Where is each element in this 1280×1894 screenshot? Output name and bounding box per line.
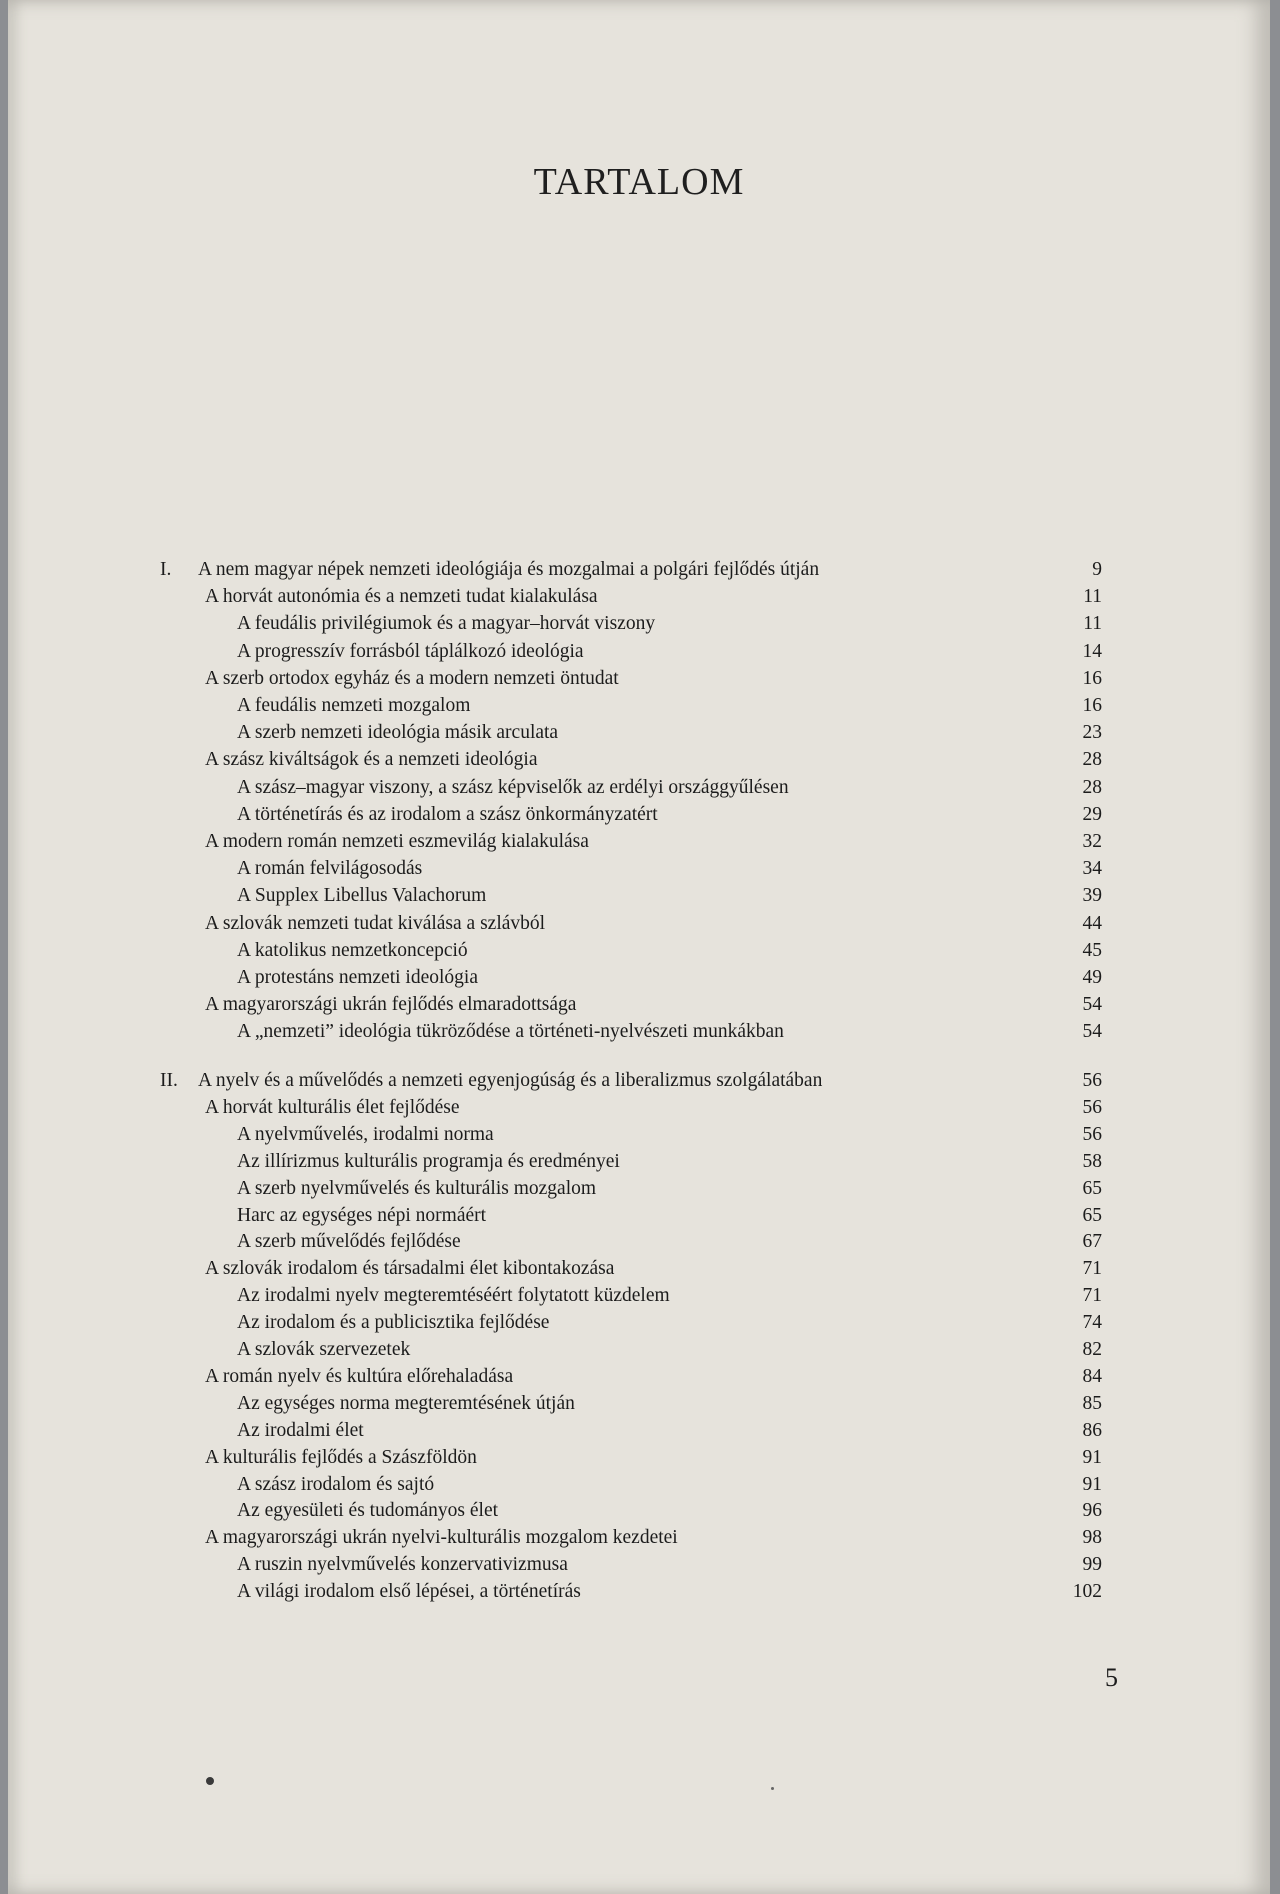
toc-entry-title: A progresszív forrásból táplálkozó ideológia [237, 640, 584, 662]
toc-page-number: 9 [1092, 559, 1102, 580]
toc-entry-title: A szlovák nemzeti tudat kiválása a szlávból [205, 912, 546, 934]
toc-entry-title: Az egységes norma megteremtésének útján [237, 1392, 575, 1414]
toc-entry-title: Az egyesületi és tudományos élet [237, 1500, 499, 1522]
toc-entry-title: A román nyelv és kultúra előrehaladása [205, 1365, 514, 1387]
toc-entry-title: A Supplex Libellus Valachorum [237, 885, 487, 907]
toc-page-number: 16 [1082, 667, 1102, 689]
toc-page-number: 34 [1082, 858, 1102, 880]
toc-page-number: 14 [1082, 640, 1102, 662]
toc-page-number: 28 [1082, 749, 1102, 771]
toc-entry-title: Az irodalom és a publicisztika fejlődése [237, 1312, 550, 1334]
toc-part-numeral: I. [160, 559, 172, 580]
toc-entry-title: A nem magyar népek nemzeti ideológiája és mozgalmai a polgári fejlődés útján [198, 559, 820, 580]
toc-page-number: 44 [1082, 912, 1102, 934]
toc-page-number: 91 [1082, 1446, 1102, 1468]
toc-page-number: 82 [1082, 1339, 1102, 1360]
toc-page-number: 84 [1082, 1365, 1102, 1387]
book-page [8, 0, 1270, 1894]
toc-entry-title: A modern román nemzeti eszmevilág kialakulása [205, 831, 589, 852]
toc-page-number: 23 [1082, 722, 1102, 744]
toc-entry-title: A horvát autonómia és a nemzeti tudat kialakulása [205, 586, 598, 608]
toc-page-number: 65 [1082, 1204, 1102, 1226]
toc-entry-title: A szász irodalom és sajtó [237, 1473, 435, 1495]
toc-page-number: 71 [1082, 1285, 1102, 1307]
toc-page-number: 96 [1082, 1500, 1102, 1522]
toc-page-number: 74 [1082, 1312, 1102, 1334]
toc-entry-title: A horvát kulturális élet fejlődése [205, 1096, 460, 1118]
toc-entry-title: A magyarországi ukrán fejlődés elmaradottsága [205, 994, 577, 1016]
toc-page-number: 98 [1082, 1527, 1102, 1549]
toc-page-number: 29 [1082, 803, 1102, 825]
toc-entry-title: A szerb nyelvművelés és kulturális mozgalom [237, 1177, 597, 1199]
toc-entry-title: A feudális nemzeti mozgalom [237, 695, 471, 716]
toc-page-number: 11 [1083, 613, 1102, 635]
toc-page-number: 58 [1082, 1150, 1102, 1172]
toc-page-number: 99 [1082, 1554, 1102, 1576]
toc-page-number: 86 [1082, 1419, 1102, 1441]
toc-entry-title: A „nemzeti” ideológia tükröződése a történeti-nyelvészeti munkákban [237, 1021, 784, 1043]
toc-page-number: 28 [1082, 776, 1102, 798]
toc-part-numeral: II. [160, 1070, 178, 1091]
toc-page-number: 45 [1082, 939, 1102, 961]
toc-page-number: 49 [1082, 967, 1102, 988]
toc-page-number: 71 [1082, 1258, 1102, 1280]
toc-entry-title: A ruszin nyelvművelés konzervativizmusa [237, 1554, 568, 1576]
toc-page-number: 85 [1082, 1392, 1102, 1414]
toc-entry-title: A nyelv és a művelődés a nemzeti egyenjogúság és a liberalizmus szolgálatában [198, 1070, 823, 1091]
toc-entry-title: A világi irodalom első lépései, a történetírás [237, 1581, 581, 1603]
toc-page-number: 32 [1082, 831, 1102, 852]
toc-page-number: 54 [1082, 1021, 1102, 1043]
toc-page-number: 39 [1082, 885, 1102, 907]
toc-entry-title: A szerb ortodox egyház és a modern nemzeti öntudat [205, 667, 619, 689]
toc-page-number: 16 [1082, 695, 1102, 716]
toc-page-number: 56 [1082, 1096, 1102, 1118]
toc-page-number: 56 [1082, 1070, 1102, 1091]
toc-entry-title: A szerb művelődés fejlődése [237, 1231, 461, 1253]
toc-page-number: 11 [1083, 586, 1102, 608]
toc-page-number: 65 [1082, 1177, 1102, 1199]
toc-page-number: 91 [1082, 1473, 1102, 1495]
toc-entry-title: A szász–magyar viszony, a szász képviselők az erdélyi országgyűlésen [237, 776, 789, 798]
toc-page-number: 54 [1082, 994, 1102, 1016]
toc-entry-title: A kulturális fejlődés a Szászföldön [205, 1446, 477, 1468]
page-number: 5 [1105, 1663, 1118, 1692]
toc-entry-title: A protestáns nemzeti ideológia [237, 967, 478, 988]
toc-entry-title: A szerb nemzeti ideológia másik arculata [237, 722, 559, 744]
toc-entry-title: A szász kiváltságok és a nemzeti ideológia [205, 749, 538, 771]
toc-entry-title: A magyarországi ukrán nyelvi-kulturális mozgalom kezdetei [205, 1527, 678, 1549]
toc-page-number: 67 [1082, 1231, 1102, 1253]
toc-entry-title: A román felvilágosodás [237, 858, 423, 880]
toc-page-number: 56 [1082, 1123, 1102, 1145]
toc-entry-title: A szlovák szervezetek [237, 1339, 411, 1360]
toc-entry-title: A szlovák irodalom és társadalmi élet kibontakozása [205, 1258, 615, 1280]
page-title: TARTALOM [533, 161, 745, 203]
toc-entry-title: A történetírás és az irodalom a szász önkormányzatért [237, 803, 658, 825]
toc-entry-title: A feudális privilégiumok és a magyar–horvát viszony [237, 613, 656, 635]
toc-entry-title: Az irodalmi nyelv megteremtéséért folytatott küzdelem [237, 1285, 670, 1307]
ink-speck [771, 1787, 774, 1790]
toc-entry-title: Az illírizmus kulturális programja és eredményei [237, 1150, 620, 1172]
toc-entry-title: A katolikus nemzetkoncepció [237, 939, 468, 961]
toc-entry-title: A nyelvművelés, irodalmi norma [237, 1123, 494, 1145]
toc-entry-title: Harc az egységes népi normáért [237, 1204, 487, 1226]
ink-speck [206, 1777, 214, 1785]
toc-page-number: 102 [1072, 1581, 1102, 1603]
toc-entry-title: Az irodalmi élet [237, 1419, 364, 1441]
